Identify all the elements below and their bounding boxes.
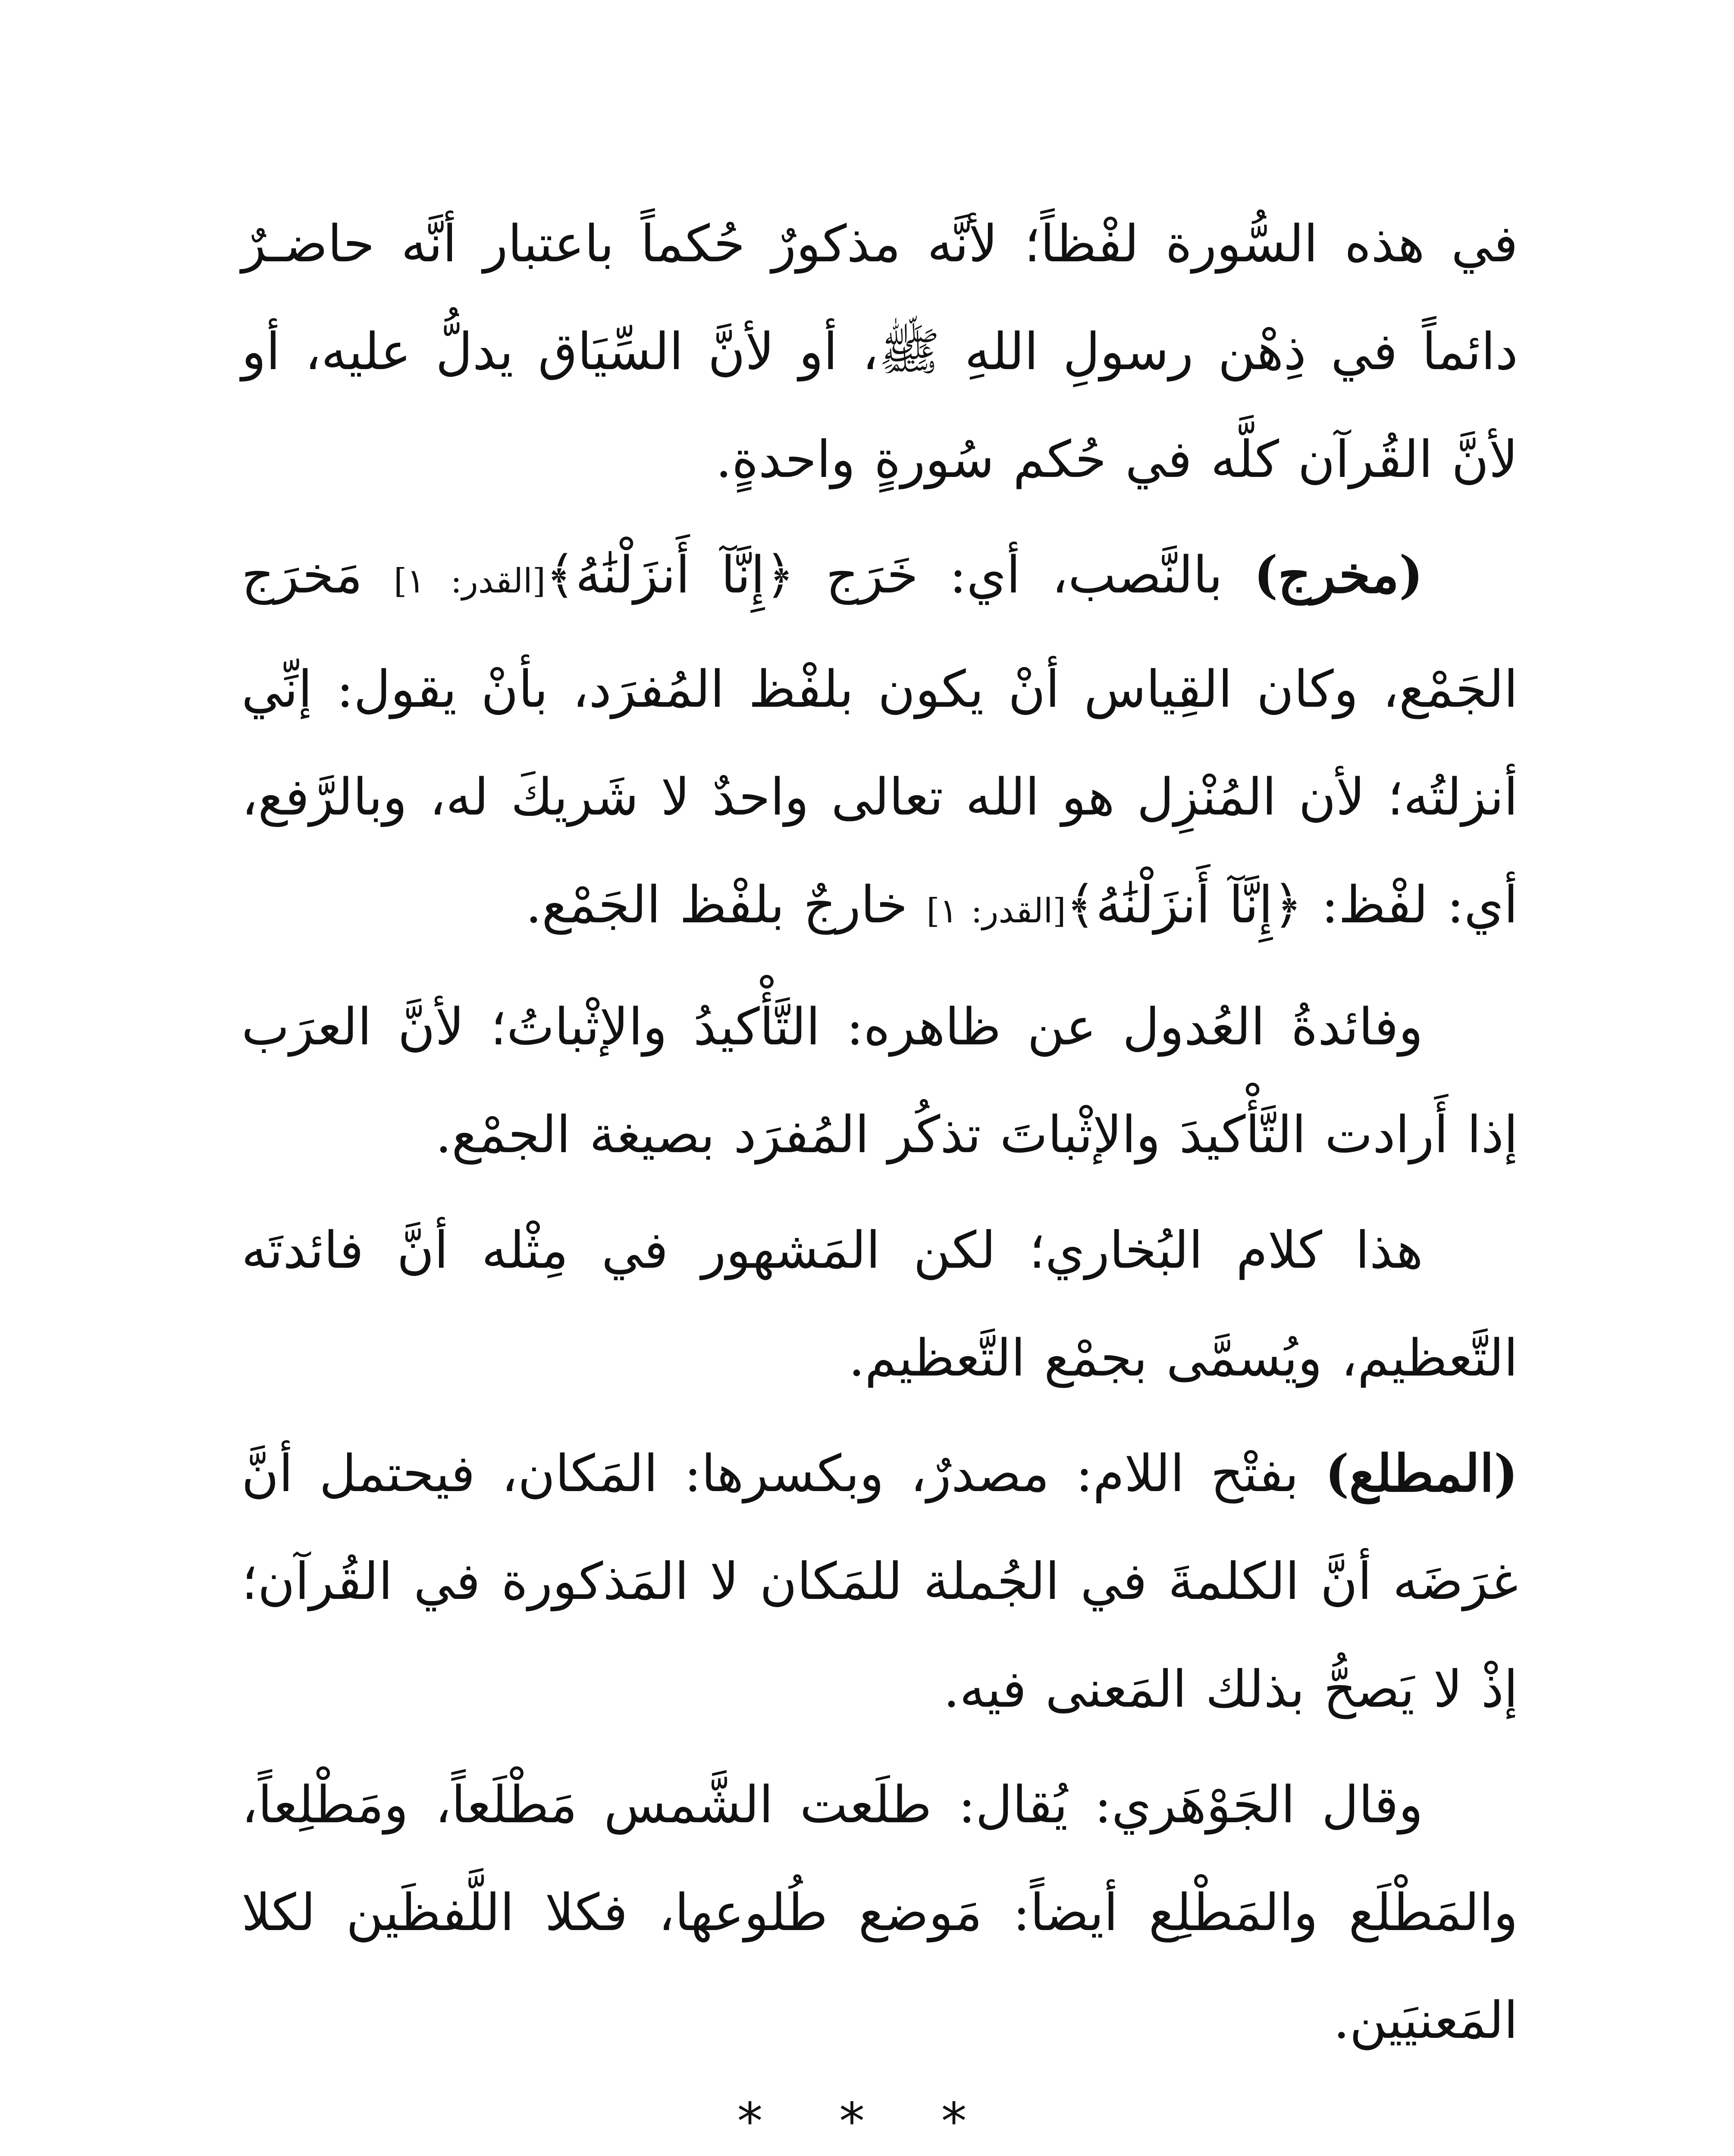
paragraph-6: وقال الجَوْهَري: يُقال: طلَعت الشَّمس مَطْلَعاً، ومَطْلِعاً، والمَطْلَع والمَطْلِع أيضاً: مَوضع طُلوعها، فكلا اللَّفظَين لكلا المَعنيَين. xyxy=(241,1775,1518,2050)
paragraph-5-text: بفتْح اللام: مصدرٌ، وبكسرها: المَكان، فيحتمل أنَّ غرَضَه أنَّ الكلمةَ في الجُملة للمَكان لا المَذكورة في القُرآن؛ إذْ لا يَصحُّ بذلك المَعنى فيه. xyxy=(241,1444,1518,1719)
paragraph-1: في هذه السُّورة لفْظاً؛ لأنَّه مذكورٌ حُكماً باعتبار أنَّه حاضـرٌ دائماً في ذِهْن رسولِ اللهِ ﷺ، أو لأنَّ السِّيَاق يدلُّ عليه، أو لأنَّ القُرآن كلَّه في حُكم سُورةٍ واحدةٍ. xyxy=(241,214,1518,489)
verse-reference-1: [القدر: ١] xyxy=(393,562,546,601)
section-separator: * * * xyxy=(737,2091,997,2151)
paragraph-2-text-1: بالنَّصب، أي: خَرَج xyxy=(794,545,1254,605)
paragraph-2-text-3: خارجٌ بلفْظ الجَمْع. xyxy=(525,875,927,934)
paragraph-2-text-2: مَخرَج الجَمْع، وكان القِياس أنْ يكون بلفْظ المُفرَد، بأنْ يقول: إنِّي أنزلتُه؛ لأن المُنْزِل هو الله تعالى واحدٌ لا شَريكَ له، وبالرَّفع، أي: لفْظ: xyxy=(241,545,1518,934)
quran-verse-1: ﴿إِنَّآ أَنزَلْنَٰهُ﴾ xyxy=(546,545,795,605)
quran-verse-2: ﴿إِنَّآ أَنزَلْنَٰهُ﴾ xyxy=(1066,875,1303,934)
page-body xyxy=(241,190,1518,2082)
paragraph-5 xyxy=(241,1420,1518,1743)
verse-reference-2: [القدر: ١] xyxy=(926,892,1066,931)
paragraph-3: وفائدةُ العُدول عن ظاهره: التَّأْكيدُ والإثْباتُ؛ لأنَّ العرَب إذا أَرادت التَّأْكيدَ والإثْباتَ تذكُر المُفرَد بصيغة الجمْع. xyxy=(241,997,1518,1164)
term-mukhrij: (مخرج) xyxy=(1254,545,1423,605)
term-matla: (المطلع) xyxy=(1325,1443,1518,1503)
paragraph-4: هذا كلام البُخاري؛ لكن المَشهور في مِثْله أنَّ فائدتَه التَّعظيم، ويُسمَّى بجمْع التَّعظيم. xyxy=(241,1220,1518,1388)
paragraph-2 xyxy=(241,521,1518,965)
